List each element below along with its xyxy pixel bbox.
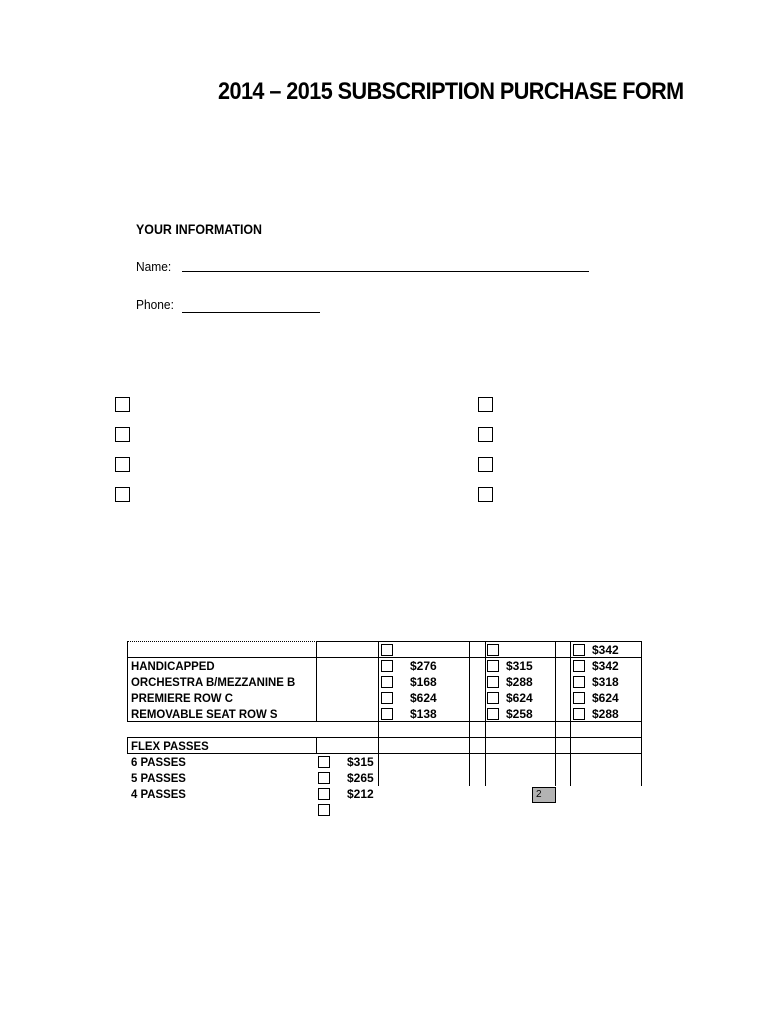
price-checkbox[interactable] — [573, 644, 585, 656]
grid-line — [378, 641, 379, 786]
phone-field[interactable] — [182, 312, 320, 313]
price-checkbox[interactable] — [381, 676, 393, 688]
price-checkbox[interactable] — [573, 708, 585, 720]
price-value: $258 — [506, 707, 533, 721]
option-checkbox-left-1[interactable] — [115, 397, 130, 412]
grid-line — [469, 641, 470, 786]
price-value: $624 — [506, 691, 533, 705]
flex-price: $265 — [347, 771, 374, 785]
grid-line — [127, 737, 128, 754]
option-checkbox-left-2[interactable] — [115, 427, 130, 442]
row-label-handicapped: HANDICAPPED — [131, 659, 215, 673]
grid-line — [641, 641, 642, 786]
option-checkbox-right-2[interactable] — [478, 427, 493, 442]
table-top-dotted-border — [127, 641, 317, 642]
price-checkbox[interactable] — [487, 692, 499, 704]
grid-line — [127, 737, 642, 738]
row-label-removable: REMOVABLE SEAT ROW S — [131, 707, 278, 721]
name-label: Name: — [136, 259, 172, 274]
grid-line — [317, 641, 642, 642]
price-value: $624 — [592, 691, 619, 705]
price-value: $168 — [410, 675, 437, 689]
quantity-box[interactable]: 2 — [532, 787, 556, 803]
price-value: $624 — [410, 691, 437, 705]
price-checkbox[interactable] — [381, 692, 393, 704]
name-field[interactable] — [182, 271, 589, 272]
price-value: $342 — [592, 659, 619, 673]
grid-line — [127, 753, 642, 754]
flex-checkbox[interactable] — [318, 804, 330, 816]
flex-passes-heading: FLEX PASSES — [131, 739, 209, 753]
grid-line — [316, 737, 317, 754]
flex-label-6-passes: 6 PASSES — [131, 755, 186, 769]
price-value: $138 — [410, 707, 437, 721]
price-checkbox[interactable] — [487, 660, 499, 672]
price-value: $288 — [592, 707, 619, 721]
price-checkbox[interactable] — [487, 676, 499, 688]
option-checkbox-left-4[interactable] — [115, 487, 130, 502]
grid-line — [485, 641, 486, 786]
price-checkbox[interactable] — [487, 644, 499, 656]
row-label-premiere: PREMIERE ROW C — [131, 691, 233, 705]
grid-line — [127, 641, 128, 722]
price-checkbox[interactable] — [573, 676, 585, 688]
price-checkbox[interactable] — [381, 644, 393, 656]
price-value: $318 — [592, 675, 619, 689]
grid-line — [555, 641, 556, 786]
price-checkbox[interactable] — [573, 692, 585, 704]
price-checkbox[interactable] — [573, 660, 585, 672]
section-heading-your-information: YOUR INFORMATION — [136, 222, 263, 237]
option-checkbox-right-3[interactable] — [478, 457, 493, 472]
flex-checkbox[interactable] — [318, 788, 330, 800]
price-value: $315 — [506, 659, 533, 673]
page-title: 2014 – 2015 SUBSCRIPTION PURCHASE FORM — [218, 78, 684, 105]
price-value: $288 — [506, 675, 533, 689]
price-value: $276 — [410, 659, 437, 673]
flex-label-4-passes: 4 PASSES — [131, 787, 186, 801]
flex-price: $212 — [347, 787, 374, 801]
price-value: $342 — [592, 643, 619, 657]
grid-line — [127, 721, 642, 722]
grid-line — [570, 641, 571, 786]
flex-checkbox[interactable] — [318, 756, 330, 768]
price-checkbox[interactable] — [381, 708, 393, 720]
option-checkbox-right-4[interactable] — [478, 487, 493, 502]
phone-label: Phone: — [136, 297, 174, 312]
option-checkbox-right-1[interactable] — [478, 397, 493, 412]
row-label-orchestra: ORCHESTRA B/MEZZANINE B — [131, 675, 296, 689]
option-checkbox-left-3[interactable] — [115, 457, 130, 472]
price-checkbox[interactable] — [381, 660, 393, 672]
flex-label-5-passes: 5 PASSES — [131, 771, 186, 785]
grid-line — [127, 657, 642, 658]
grid-line — [316, 641, 317, 722]
flex-price: $315 — [347, 755, 374, 769]
price-checkbox[interactable] — [487, 708, 499, 720]
flex-checkbox[interactable] — [318, 772, 330, 784]
